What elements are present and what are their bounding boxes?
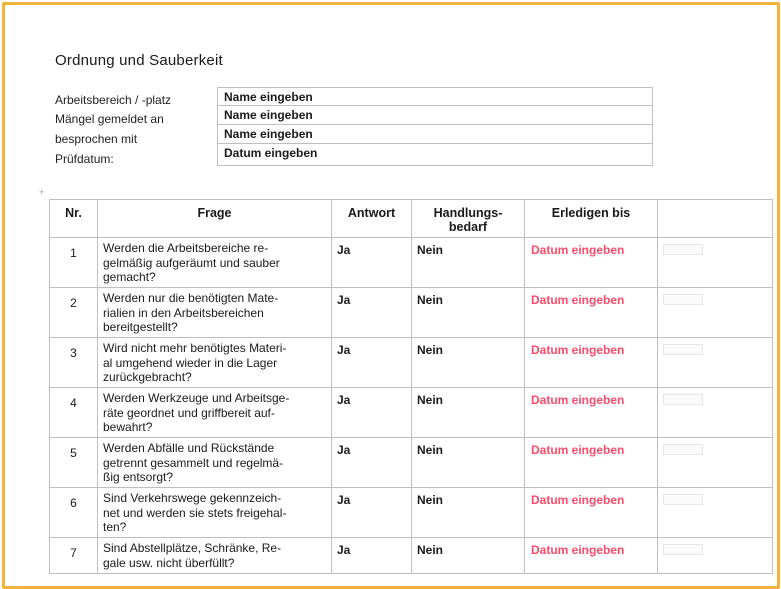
row-erledigen-bis[interactable] <box>525 538 658 574</box>
row-handlungsbedarf-text: Nein <box>417 443 444 457</box>
row-frage <box>98 488 332 538</box>
row-antwort[interactable] <box>332 488 412 538</box>
row-frage-text: Sind Abstellplätze, Schränke, Re- gale usw. nicht überfüllt? <box>103 541 282 570</box>
row-antwort-text: Ja <box>337 543 351 557</box>
row-antwort-text: Ja <box>337 243 351 257</box>
plus-mark: + <box>39 187 45 197</box>
field-arbeitsbereich[interactable]: Name eingeben <box>217 87 653 106</box>
row-extra-field[interactable] <box>663 394 703 405</box>
row-extra-cell[interactable] <box>658 488 773 538</box>
row-handlungsbedarf-text: Nein <box>417 393 444 407</box>
row-extra-field[interactable] <box>663 244 703 255</box>
row-extra-field[interactable] <box>663 294 703 305</box>
row-nr-text: 1 <box>70 246 77 260</box>
row-erledigen-bis[interactable] <box>525 438 658 488</box>
table-row <box>50 288 773 338</box>
row-nr <box>50 438 98 488</box>
field-maengel[interactable]: Name eingeben <box>217 106 653 125</box>
table-row <box>50 538 773 574</box>
row-erledigen-bis[interactable] <box>525 388 658 438</box>
header-handlungsbedarf <box>412 200 525 238</box>
row-extra-cell[interactable] <box>658 288 773 338</box>
row-antwort[interactable] <box>332 438 412 488</box>
row-nr <box>50 388 98 438</box>
row-nr <box>50 538 98 574</box>
header-frage: Frage <box>98 200 332 238</box>
row-extra-cell[interactable] <box>658 438 773 488</box>
row-antwort[interactable] <box>332 388 412 438</box>
row-extra-field[interactable] <box>663 444 703 455</box>
row-handlungsbedarf[interactable] <box>412 538 525 574</box>
row-handlungsbedarf[interactable] <box>412 388 525 438</box>
row-frage <box>98 238 332 288</box>
header-handlung-text: Handlungs- bedarf <box>433 206 503 234</box>
row-extra-cell[interactable] <box>658 238 773 288</box>
row-nr-text: 5 <box>70 446 77 460</box>
row-frage-text: Wird nicht mehr benötigtes Materi- al umgehend wieder in die Lager zurückgebracht? <box>103 341 287 384</box>
row-extra-cell[interactable] <box>658 388 773 438</box>
row-nr <box>50 288 98 338</box>
row-erledigen-bis-text: Datum eingeben <box>531 343 625 357</box>
table-header-row <box>50 200 773 238</box>
row-handlungsbedarf[interactable] <box>412 438 525 488</box>
row-nr-text: 7 <box>70 546 77 560</box>
row-erledigen-bis-text: Datum eingeben <box>531 543 625 557</box>
row-erledigen-bis[interactable] <box>525 488 658 538</box>
row-erledigen-bis[interactable] <box>525 288 658 338</box>
header-extra <box>658 200 773 238</box>
table-row <box>50 438 773 488</box>
document-page <box>2 2 780 589</box>
row-handlungsbedarf-text: Nein <box>417 543 444 557</box>
row-frage-text: Werden Abfälle und Rückstände getrennt gesammelt und regelmä- ßig entsorgt? <box>103 441 284 484</box>
row-handlungsbedarf-text: Nein <box>417 343 444 357</box>
row-antwort-text: Ja <box>337 493 351 507</box>
row-frage-text: Werden die Arbeitsbereiche re- gelmäßig aufgeräumt und sauber gemacht? <box>103 241 280 284</box>
row-antwort[interactable] <box>332 538 412 574</box>
label-maengel: Mängel gemeldet an <box>55 112 164 126</box>
row-antwort-text: Ja <box>337 393 351 407</box>
row-handlungsbedarf-text: Nein <box>417 243 444 257</box>
row-frage <box>98 438 332 488</box>
row-frage <box>98 538 332 574</box>
field-besprochen[interactable]: Name eingeben <box>217 125 653 144</box>
checklist-table <box>49 199 773 574</box>
row-erledigen-bis-text: Datum eingeben <box>531 243 625 257</box>
table-row <box>50 388 773 438</box>
row-antwort[interactable] <box>332 238 412 288</box>
row-nr <box>50 488 98 538</box>
row-handlungsbedarf[interactable] <box>412 338 525 388</box>
row-extra-cell[interactable] <box>658 338 773 388</box>
row-frage-text: Werden nur die benötigten Mate- rialien in den Arbeitsbereichen bereitgestellt? <box>103 291 279 334</box>
row-nr <box>50 338 98 388</box>
header-nr: Nr. <box>50 200 98 238</box>
row-extra-field[interactable] <box>663 344 703 355</box>
row-erledigen-bis-text: Datum eingeben <box>531 443 625 457</box>
header-antwort: Antwort <box>332 200 412 238</box>
row-frage <box>98 388 332 438</box>
row-erledigen-bis[interactable] <box>525 238 658 288</box>
row-frage <box>98 338 332 388</box>
row-extra-field[interactable] <box>663 494 703 505</box>
label-besprochen: besprochen mit <box>55 132 138 146</box>
row-nr-text: 4 <box>70 396 77 410</box>
row-frage <box>98 288 332 338</box>
label-arbeitsbereich: Arbeitsbereich / -platz <box>55 93 172 107</box>
label-pruefdatum: Prüfdatum: <box>55 152 114 166</box>
row-erledigen-bis-text: Datum eingeben <box>531 293 625 307</box>
row-antwort-text: Ja <box>337 343 351 357</box>
row-erledigen-bis-text: Datum eingeben <box>531 393 625 407</box>
row-extra-cell[interactable] <box>658 538 773 574</box>
row-erledigen-bis[interactable] <box>525 338 658 388</box>
row-erledigen-bis-text: Datum eingeben <box>531 493 625 507</box>
row-antwort[interactable] <box>332 338 412 388</box>
page-title: Ordnung und Sauberkeit <box>55 52 223 69</box>
row-antwort[interactable] <box>332 288 412 338</box>
row-handlungsbedarf[interactable] <box>412 488 525 538</box>
row-nr <box>50 238 98 288</box>
table-row <box>50 488 773 538</box>
row-antwort-text: Ja <box>337 293 351 307</box>
table-row <box>50 238 773 288</box>
field-pruefdatum[interactable]: Datum eingeben <box>217 144 653 166</box>
row-nr-text: 6 <box>70 496 77 510</box>
table-row <box>50 338 773 388</box>
row-handlungsbedarf[interactable] <box>412 288 525 338</box>
row-handlungsbedarf-text: Nein <box>417 493 444 507</box>
row-frage-text: Sind Verkehrswege gekennzeich- net und werden sie stets freigehal- ten? <box>103 491 287 534</box>
row-extra-field[interactable] <box>663 544 703 555</box>
row-nr-text: 3 <box>70 346 77 360</box>
header-erledigen: Erledigen bis <box>525 200 658 238</box>
row-handlungsbedarf-text: Nein <box>417 293 444 307</box>
row-handlungsbedarf[interactable] <box>412 238 525 288</box>
row-antwort-text: Ja <box>337 443 351 457</box>
row-frage-text: Werden Werkzeuge und Arbeitsge- räte geordnet und griffbereit auf- bewahrt? <box>103 391 290 434</box>
row-nr-text: 2 <box>70 296 77 310</box>
